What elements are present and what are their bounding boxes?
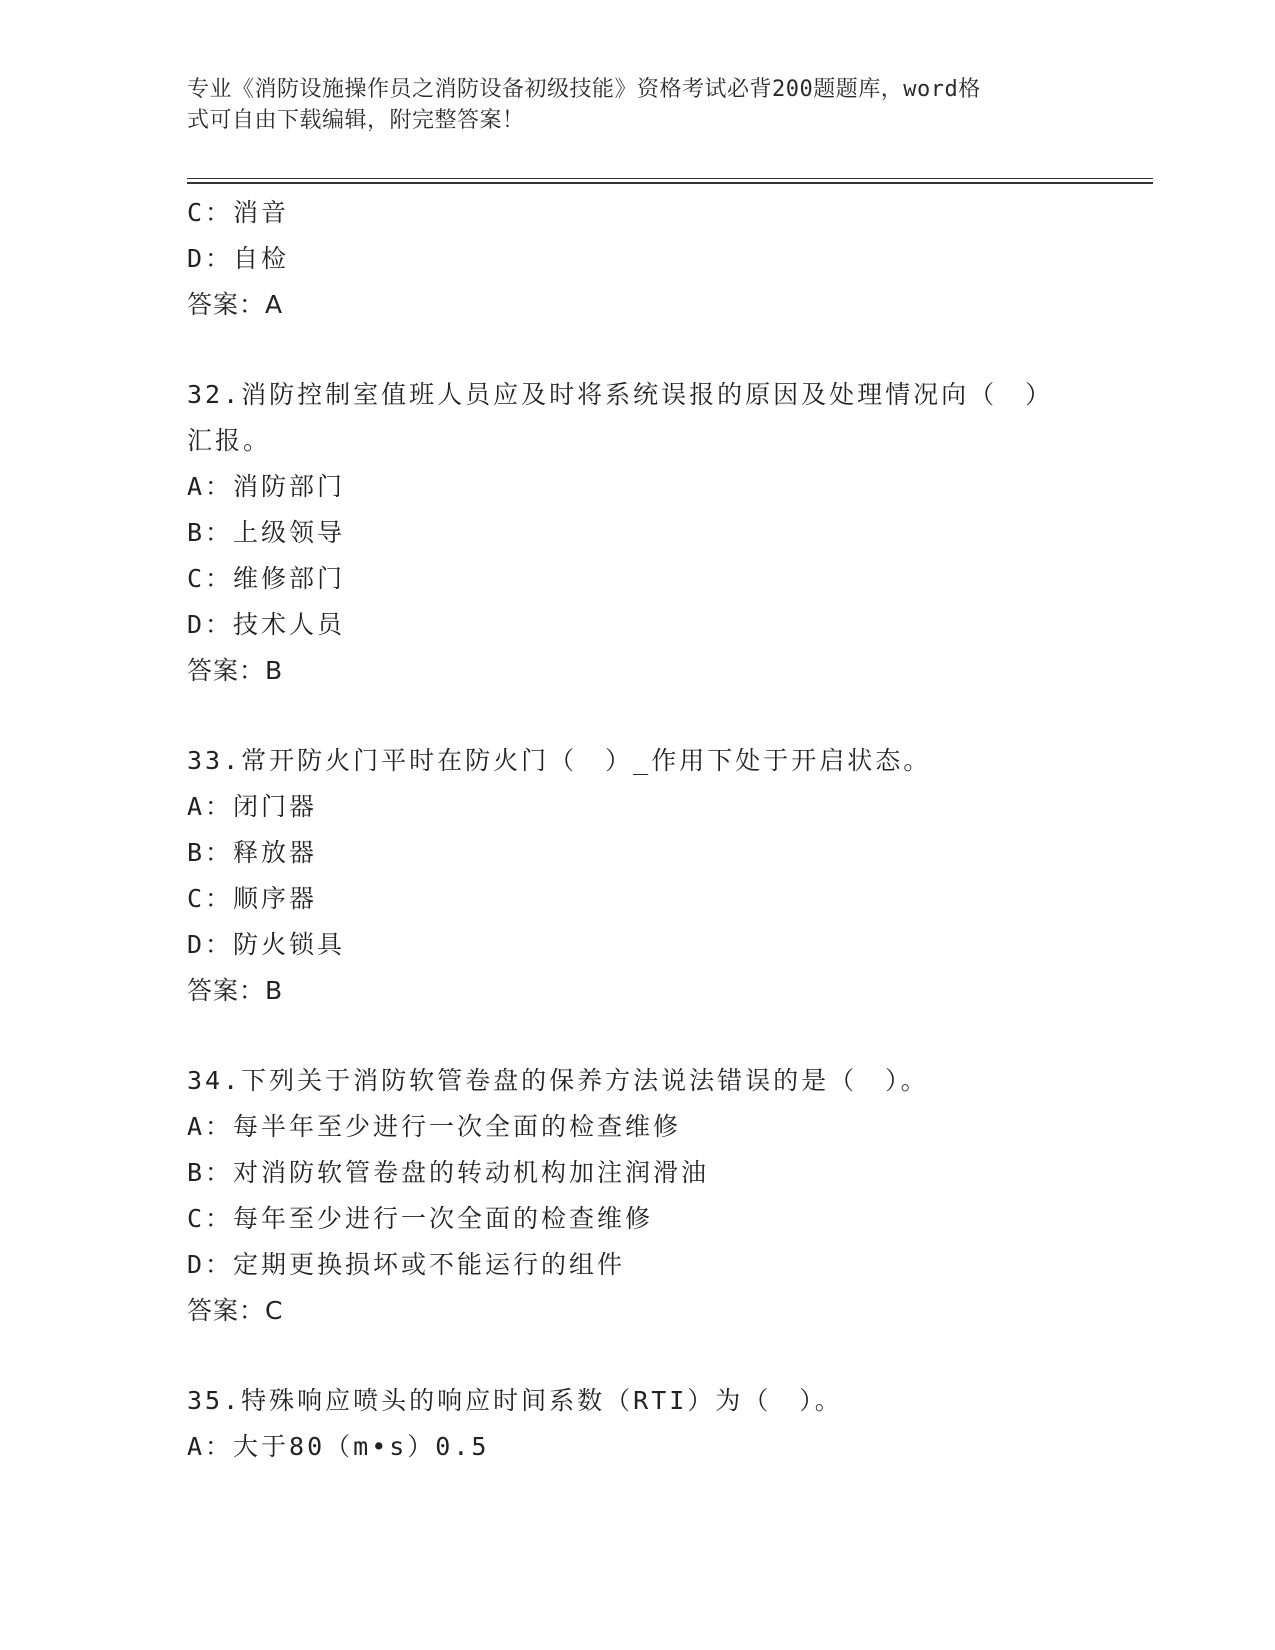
option-c: C：每年至少进行一次全面的检查维修 (187, 1204, 654, 1233)
answer-line: 答案：B (187, 976, 284, 1005)
option-b: B：上级领导 (187, 518, 346, 547)
question-35 (187, 1378, 1147, 1470)
answer-line: 答案：A (187, 290, 284, 319)
option-d: D：定期更换损坏或不能运行的组件 (187, 1250, 626, 1279)
option-a: A：大于80（m•s）0.5 (187, 1432, 490, 1461)
option-b: B：释放器 (187, 838, 318, 867)
header-title-line-2: 式可自由下载编辑，附完整答案！ (187, 108, 525, 133)
question-stem-continued: 汇报。 (187, 426, 272, 455)
question-stem: 34.下列关于消防软管卷盘的保养方法说法错误的是（ ）。 (187, 1066, 929, 1095)
question-list (187, 190, 1147, 1470)
answer-line: 答案：C (187, 1296, 284, 1325)
question-stem: 35.特殊响应喷头的响应时间系数（RTI）为（ ）。 (187, 1386, 843, 1415)
header-title-line-1: 专业《消防设施操作员之消防设备初级技能》资格考试必背200题题库，word格 (187, 77, 981, 102)
document-header (187, 74, 1067, 136)
option-c: C：顺序器 (187, 884, 318, 913)
question-stem: 33.常开防火门平时在防火门（ ）_作用下处于开启状态。 (187, 746, 932, 775)
question-33 (187, 738, 1147, 1014)
option-d: D：技术人员 (187, 610, 346, 639)
answer-line: 答案：B (187, 656, 284, 685)
option-b: B：对消防软管卷盘的转动机构加注润滑油 (187, 1158, 710, 1187)
option-d: D：自检 (187, 244, 290, 273)
option-a: A：闭门器 (187, 792, 318, 821)
option-a: A：消防部门 (187, 472, 346, 501)
option-c: C：消音 (187, 198, 290, 227)
question-31-carryover (187, 190, 1147, 328)
option-c: C：维修部门 (187, 564, 346, 593)
header-divider-thin (187, 178, 1153, 179)
question-34 (187, 1058, 1147, 1334)
option-d: D：防火锁具 (187, 930, 346, 959)
question-stem: 32.消防控制室值班人员应及时将系统误报的原因及处理情况向（ ） (187, 380, 1054, 409)
option-a: A：每半年至少进行一次全面的检查维修 (187, 1112, 682, 1141)
question-32 (187, 372, 1147, 694)
header-divider-thick (187, 182, 1153, 184)
